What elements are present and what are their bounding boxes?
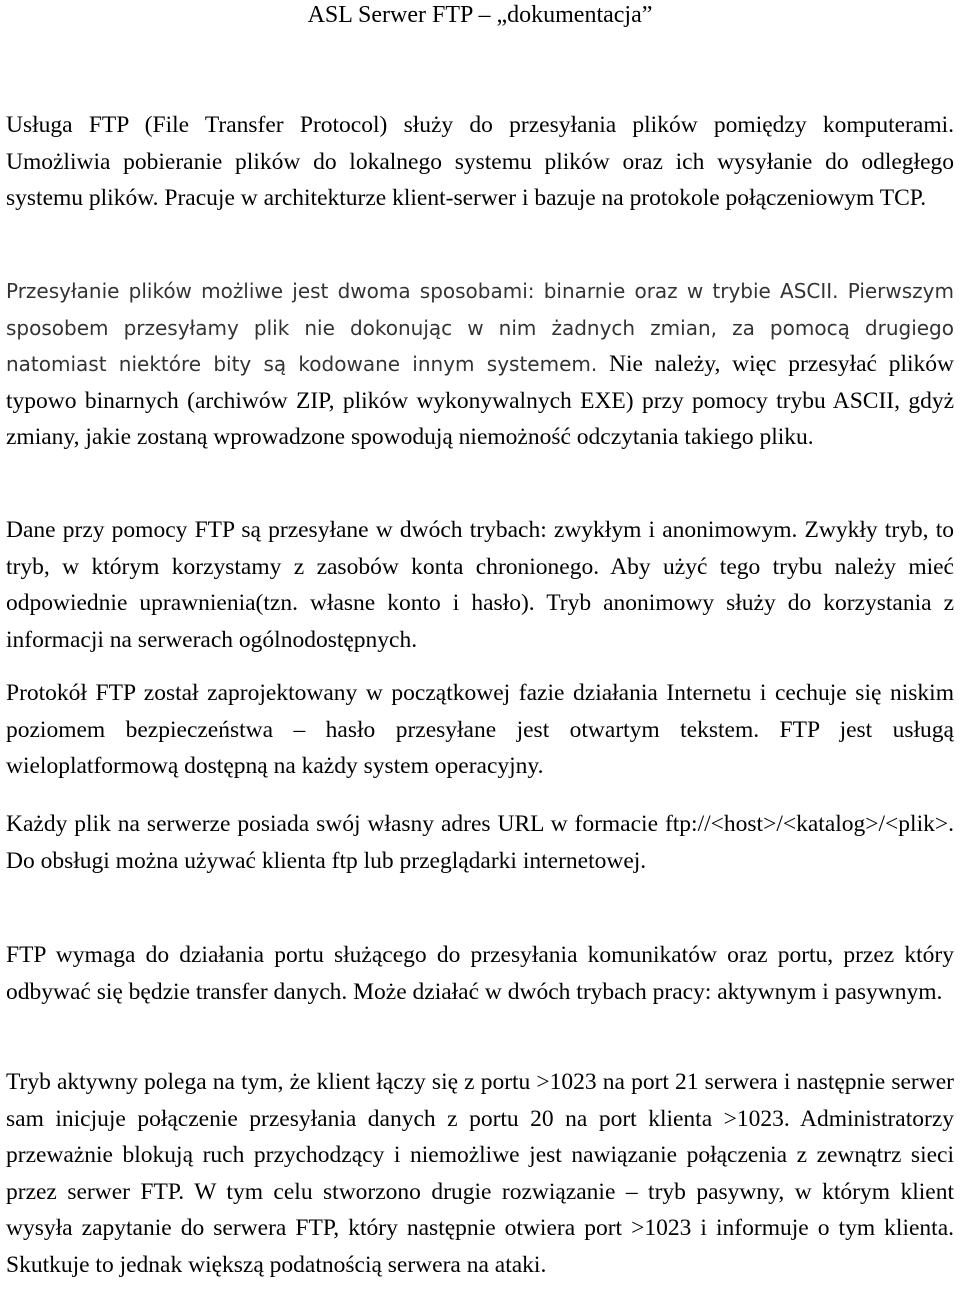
document-title: ASL Serwer FTP – „dokumentacja” — [307, 2, 653, 28]
paragraph-transfer-modes-part-a: Przesyłanie plików możliwe jest dwoma sposobami: binarnie oraz w trybie ASCII. Pierwszym sposobem przesyłamy plik nie dokonując w nim żadnych zmian, za pomocą drugiego natomiast niektóre bity są kodowane innym systemem. — [6, 279, 954, 376]
paragraph-access-modes: Dane przy pomocy FTP są przesyłane w dwóch trybach: zwykłym i anonimowym. Zwykły tryb, to tryb, w którym korzystamy z zasobów konta chronionego. Aby użyć tego trybu należy mieć odpowiednie uprawnienia(tzn. własne konto i hasło). Tryb anonimowy służy do korzystania z informacji na serwerach ogólnodostępnych. — [6, 517, 954, 653]
paragraph-ftp-intro: Usługa FTP (File Transfer Protocol) służy do przesyłania plików pomiędzy komputerami. Umożliwia pobieranie plików do lokalnego systemu plików oraz ich wysyłanie do odległego systemu plików. Pracuje w architekturze klient-serwer i bazuje na protokole połączeniowym TCP. — [6, 112, 954, 211]
paragraph-url-format: Każdy plik na serwerze posiada swój własny adres URL w formacie ftp://<host>/<katalog>/<plik>. Do obsługi można używać klienta ftp lub przeglądarki internetowej. — [6, 811, 954, 874]
paragraph-transfer-modes-part-b: Nie należy, więc przesyłać plików typowo binarnych (archiwów ZIP, plików wykonywalnych EXE) przy pomocy trybu ASCII, gdyż zmiany, jakie zostaną wprowadzone spowodują niemożność odczytania takiego pliku. — [6, 351, 954, 450]
paragraph-security: Protokół FTP został zaprojektowany w początkowej fazie działania Internetu i cechuje się niskim poziomem bezpieczeństwa – hasło przesyłane jest otwartym tekstem. FTP jest usługą wieloplatformową dostępną na każdy system operacyjny. — [6, 680, 954, 779]
paragraph-active-passive: Tryb aktywny polega na tym, że klient łączy się z portu >1023 na port 21 serwera i następnie serwer sam inicjuje połączenie przesyłania danych z portu 20 na port klienta >1023. Administratorzy przeważnie blokują ruch przychodzący i niemożliwe jest nawiązanie połączenia z zewnątrz sieci przez serwer FTP. W tym celu stworzono drugie rozwiązanie – tryb pasywny, w którym klient wysyła zapytanie do serwera FTP, który następnie otwiera port >1023 i informuje o tym klienta. Skutkuje to jednak większą podatnością serwera na ataki. — [6, 1069, 954, 1278]
paragraph-ports: FTP wymaga do działania portu służącego do przesyłania komunikatów oraz portu, przez który odbywać się będzie transfer danych. Może działać w dwóch trybach pracy: aktywnym i pasywnym. — [6, 942, 954, 1005]
paragraph-transfer-modes — [6, 273, 954, 456]
